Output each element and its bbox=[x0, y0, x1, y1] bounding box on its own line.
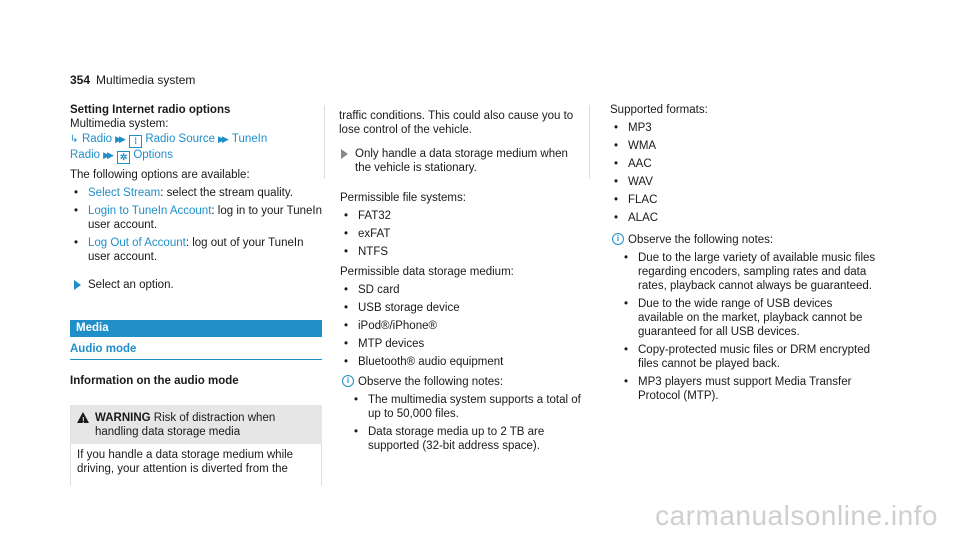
watermark: carmanualsonline.info bbox=[655, 500, 938, 531]
page-number: 354 bbox=[70, 73, 91, 87]
notes-list bbox=[610, 251, 880, 403]
warning-label: WARNING bbox=[95, 412, 151, 424]
path-intro: Multimedia system: bbox=[70, 118, 169, 130]
column-3 bbox=[610, 103, 880, 403]
file-systems-title: Permissible file systems: bbox=[340, 192, 466, 204]
list-item: • Copy-protected music files or DRM encrypted files cannot be played back. bbox=[610, 343, 880, 371]
radio-source-icon: ⁞ bbox=[129, 135, 142, 148]
menu-radio-2[interactable]: Radio bbox=[70, 149, 101, 161]
list-item: • WAV bbox=[610, 175, 880, 189]
warning-body: If you handle a data storage medium while driving, your attention is diverted from the bbox=[71, 444, 322, 486]
column-2 bbox=[340, 105, 590, 453]
list-item: • MP3 bbox=[610, 121, 880, 135]
info-icon: i bbox=[342, 375, 354, 387]
warning-header bbox=[71, 405, 322, 444]
section-bar-media: Media bbox=[70, 320, 322, 337]
list-item: • MTP devices bbox=[340, 337, 590, 351]
list-item: • Due to the large variety of available music files regarding encoders, sampling rates and data rates, playback cannot always be guaranteed. bbox=[610, 251, 880, 293]
option-login-tunein[interactable]: Login to TuneIn Account bbox=[88, 205, 212, 217]
options-list bbox=[70, 186, 322, 264]
list-item: • FLAC bbox=[610, 193, 880, 207]
warning-continuation bbox=[324, 105, 590, 179]
list-item: • FAT32 bbox=[340, 209, 590, 223]
formats-list bbox=[610, 121, 880, 225]
list-item: • exFAT bbox=[340, 227, 590, 241]
file-systems-list bbox=[340, 209, 590, 259]
media-list bbox=[340, 283, 590, 369]
menu-radio-source[interactable]: Radio Source bbox=[145, 133, 215, 145]
list-item: • Due to the wide range of USB devices available on the market, playback cannot be guaranteed for all USB devices. bbox=[610, 297, 880, 339]
list-item: • Log Out of Account: log out of your TuneIn user account. bbox=[70, 236, 322, 264]
section-heading: Setting Internet radio options bbox=[70, 104, 231, 116]
list-item: • The multimedia system supports a total of up to 50,000 files. bbox=[340, 393, 590, 421]
formats-title: Supported formats: bbox=[610, 104, 708, 116]
list-item: • Login to TuneIn Account: log in to your TuneIn user account. bbox=[70, 204, 322, 232]
warning-continued-text: traffic conditions. This could also cause you to lose control of the vehicle. bbox=[339, 110, 574, 136]
list-item: • iPod®/iPhone® bbox=[340, 319, 590, 333]
menu-radio[interactable]: Radio bbox=[82, 133, 113, 145]
gear-icon: ✲ bbox=[117, 151, 130, 164]
list-item: • AAC bbox=[610, 157, 880, 171]
double-chevron-icon: ▶▶ bbox=[115, 134, 123, 144]
list-item: • NTFS bbox=[340, 245, 590, 259]
warning-headline: Risk of distraction when handling data storage media bbox=[95, 412, 276, 438]
media-title: Permissible data storage medium: bbox=[340, 266, 514, 278]
notes-list bbox=[340, 393, 590, 453]
double-chevron-icon: ▶▶ bbox=[103, 150, 111, 160]
page-header bbox=[70, 73, 195, 87]
menu-path-line2 bbox=[70, 148, 322, 164]
option-select-stream[interactable]: Select Stream bbox=[88, 187, 161, 199]
action-arrow-icon bbox=[74, 280, 81, 290]
warning-icon: ! bbox=[77, 412, 89, 423]
note: i Observe the following notes: bbox=[340, 375, 590, 389]
action-step: Select an option. bbox=[70, 278, 322, 292]
list-item: • Select Stream: select the stream quality. bbox=[70, 186, 322, 200]
menu-tunein[interactable]: TuneIn bbox=[231, 133, 268, 145]
list-item: • ALAC bbox=[610, 211, 880, 225]
options-intro: The following options are available: bbox=[70, 169, 250, 181]
option-logout[interactable]: Log Out of Account bbox=[88, 237, 186, 249]
info-icon: i bbox=[612, 233, 624, 245]
menu-options[interactable]: Options bbox=[133, 149, 173, 161]
info-title: Information on the audio mode bbox=[70, 375, 239, 387]
list-item: • MP3 players must support Media Transfer Protocol (MTP). bbox=[610, 375, 880, 403]
action-arrow-icon bbox=[341, 149, 348, 159]
warning-action: Only handle a data storage medium when the vehicle is stationary. bbox=[339, 147, 581, 175]
list-item: • SD card bbox=[340, 283, 590, 297]
double-chevron-icon: ▶▶ bbox=[218, 134, 226, 144]
column-1 bbox=[70, 103, 322, 486]
page-header-title: Multimedia system bbox=[96, 73, 196, 87]
menu-path bbox=[70, 132, 322, 148]
list-item: • USB storage device bbox=[340, 301, 590, 315]
path-start-icon: ↳ bbox=[70, 134, 79, 145]
list-item: • Data storage media up to 2 TB are supported (32-bit address space). bbox=[340, 425, 590, 453]
note: i Observe the following notes: bbox=[610, 233, 880, 247]
list-item: • WMA bbox=[610, 139, 880, 153]
list-item: • Bluetooth® audio equipment bbox=[340, 355, 590, 369]
warning-box bbox=[70, 405, 322, 486]
subsection-audio-mode: Audio mode bbox=[70, 342, 322, 360]
